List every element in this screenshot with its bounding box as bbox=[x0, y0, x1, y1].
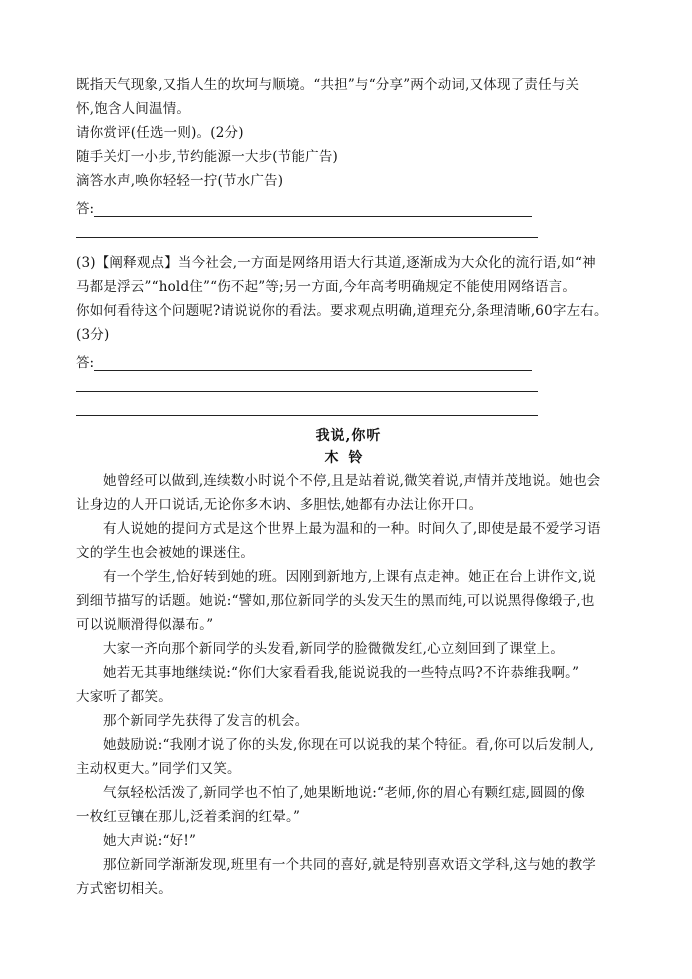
text-line: 有人说她的提问方式是这个世界上最为温和的一种。时间久了,即使是最不爱学习语 bbox=[103, 521, 601, 537]
answer-blank-line[interactable] bbox=[76, 374, 538, 392]
answer-row-5[interactable] bbox=[76, 395, 621, 419]
paragraph bbox=[76, 517, 621, 565]
top-text bbox=[76, 73, 621, 193]
answer-row-4[interactable] bbox=[76, 371, 621, 395]
text-line: 气氛轻松活泼了,新同学也不怕了,她果断地说:“老师,你的眉心有颗红痣,圆圆的像 bbox=[103, 785, 585, 801]
text-line: 既指天气现象,又指人生的坎坷与顺境。“共担”与“分享”两个动词,又体现了责任与关 bbox=[76, 77, 580, 93]
text-line: 她曾经可以做到,连续数小时说个不停,且是站着说,微笑着说,声情并茂地说。她也会 bbox=[103, 473, 601, 489]
ad-slogan-water: 滴答水声,唤你轻轻一拧(节水广告) bbox=[76, 173, 284, 189]
document-page bbox=[76, 73, 621, 901]
text-line: 让身边的人开口说话,无论你多木讷、多胆怯,她都有办法让你开口。 bbox=[76, 497, 483, 513]
text-line: 你如何看待这个问题呢?请说说你的看法。要求观点明确,道理充分,条理清晰,60字左右。 bbox=[76, 303, 608, 319]
text-line: 马都是浮云”“hold住”“伤不起”等;另一方面,今年高考明确规定不能使用网络语言。 bbox=[76, 279, 577, 295]
answer-row-1[interactable] bbox=[76, 193, 621, 217]
paragraph bbox=[76, 853, 621, 901]
answer-row-2[interactable] bbox=[76, 217, 621, 241]
text-line: 到细节描写的话题。她说:“譬如,那位新同学的头发天生的黑而纯,可以说黑得像缎子,也 bbox=[76, 593, 595, 609]
question-prompt: 请你赏评(任选一则)。(2分) bbox=[76, 125, 244, 141]
text-line: 怀,饱含人间温情。 bbox=[76, 101, 191, 117]
text-line: 那位新同学渐渐发现,班里有一个共同的喜好,就是特别喜欢语文学科,这与她的教学 bbox=[103, 857, 596, 873]
paragraph bbox=[76, 565, 621, 637]
paragraph bbox=[76, 661, 621, 709]
text-line: 她鼓励说:“我刚才说了你的头发,你现在可以说我的某个特征。看,你可以后发制人, bbox=[103, 737, 595, 753]
article-author: 木铃 bbox=[324, 450, 373, 466]
article-body bbox=[76, 469, 621, 901]
paragraph bbox=[76, 829, 621, 853]
article-title: 我说,你听 bbox=[315, 428, 382, 444]
answer-blank-line[interactable] bbox=[94, 199, 532, 217]
question-3 bbox=[76, 251, 621, 347]
paragraph bbox=[76, 781, 621, 829]
text-line: 主动权更大。”同学们又笑。 bbox=[76, 761, 241, 777]
text-line: 一枚红豆镶在那儿,泛着柔润的红晕。” bbox=[76, 809, 301, 825]
answer-label: 答: bbox=[76, 355, 95, 371]
paragraph bbox=[76, 709, 621, 733]
answer-blank-line[interactable] bbox=[76, 398, 538, 416]
paragraph bbox=[76, 733, 621, 781]
text-line: 她大声说:“好!” bbox=[103, 833, 197, 849]
paragraph bbox=[76, 469, 621, 517]
answer-row-3[interactable] bbox=[76, 347, 621, 371]
text-line: 可以说顺滑得似瀑布。” bbox=[76, 617, 214, 633]
ad-slogan-energy: 随手关灯一小步,节约能源一大步(节能广告) bbox=[76, 149, 339, 165]
text-line: 文的学生也会被她的课迷住。 bbox=[76, 545, 255, 561]
paragraph bbox=[76, 637, 621, 661]
text-line: 有一个学生,恰好转到她的班。因刚到新地方,上课有点走神。她正在台上讲作文,说 bbox=[103, 569, 596, 585]
text-line: 方式密切相关。 bbox=[76, 881, 172, 897]
answer-label: 答: bbox=[76, 201, 95, 217]
answer-blank-line[interactable] bbox=[76, 220, 538, 238]
text-line: (3)【阐释观点】当今社会,一方面是网络用语大行其道,逐渐成为大众化的流行语,如“神 bbox=[76, 255, 596, 271]
text-line: (3分) bbox=[76, 327, 110, 343]
answer-blank-line[interactable] bbox=[94, 353, 532, 371]
text-line: 她若无其事地继续说:“你们大家看看我,能说说我的一些特点吗?不许恭维我啊。” bbox=[103, 665, 580, 681]
text-line: 那个新同学先获得了发言的机会。 bbox=[103, 713, 309, 729]
text-line: 大家听了都笑。 bbox=[76, 689, 172, 705]
text-line: 大家一齐向那个新同学的头发看,新同学的脸微微发红,心立刻回到了课堂上。 bbox=[103, 641, 565, 657]
